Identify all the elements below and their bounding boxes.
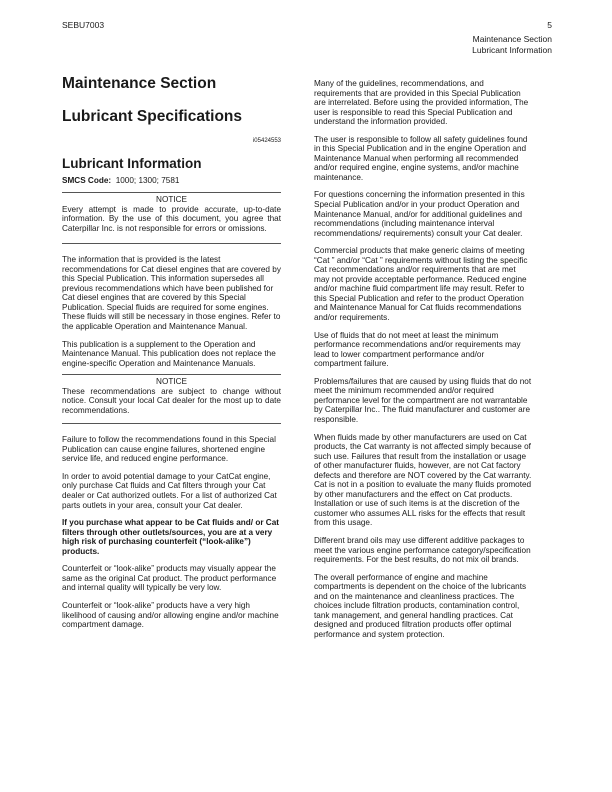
paragraph: The user is responsible to follow all safety guidelines found in this Special Publication and in the engine Operation and Maintenance Manual when performing all recommended and/or required engine, engine systems, and/or machine maintenance. <box>314 134 528 182</box>
chapter-title: Lubricant Specifications <box>62 108 243 125</box>
smcs-value: 1000; 1300; 7581 <box>115 176 180 185</box>
paragraph: Use of fluids that do not meet at least the minimum performance recommendations and/or requirements may lead to lower compartment performance and/or compartment failure. <box>314 330 521 369</box>
topic-heading: Lubricant Information <box>62 156 202 171</box>
running-header-subsection: Lubricant Information <box>472 45 552 55</box>
notice-label: NOTICE <box>156 377 187 387</box>
smcs-code <box>62 176 281 186</box>
notice-bottom-rule <box>62 243 281 244</box>
page-number: 5 <box>547 20 552 30</box>
notice-label: NOTICE <box>156 195 187 204</box>
right-column <box>314 79 533 647</box>
section-title: Maintenance Section <box>62 75 217 92</box>
warning-paragraph: If you purchase what appear to be Cat fluids and/ or Cat filters through other outlets/sources, you are at a very high risk of purchasing counterfeit (“look-alike”) products. <box>62 518 280 556</box>
paragraph: When fluids made by other manufacturers are used on Cat products, the Cat warranty is not affected simply because of such use. Failures that result from the installation or usage of other manufacturer fluids, however, are not Cat factory defects and therefore are NOT covered by the Cat warranty. Cat is not in a position to evaluate the many fluids promoted by other manufacturers and the effect on Cat products. Installation or use of such items is at the discretion of the customer who assumes ALL risks for the effects that result from this usage. <box>314 432 532 528</box>
paragraph: The information that is provided is the latest recommendations for Cat diesel engines that are covered by this Special Publication. This information supersedes all previous recommendations which have been published for Cat diesel engines that are covered by this Special Publication. Special fluids are required for some engines. These fluids will still be necessary in those engines. Refer to the applicable Operation and Maintenance Manual. <box>62 255 281 331</box>
paragraph: Many of the guidelines, recommendations, and requirements that are provided in this Special Publication are interrelated. Before using the provided information, The user is responsible to read this Special Publication and understand the information provided. <box>314 79 529 127</box>
notice-text: These recommendations are subject to change without notice. Consult your local Cat dealer for the most up to date recommendations. <box>62 386 281 415</box>
notice-text: Every attempt is made to provide accurate, up-to-date information. By the use of this document, you agree that Caterpillar Inc. is not responsible for errors or omissions. <box>62 204 281 233</box>
reference-id: i05424553 <box>252 138 281 144</box>
paragraph: Failure to follow the recommendations found in this Special Publication can cause engine failures, shortened engine service life, and reduced engine performance. <box>62 435 276 464</box>
notice-bottom-rule <box>62 423 281 424</box>
notice-top-rule <box>62 192 281 193</box>
paragraph: In order to avoid potential damage to your CatCat engine, only purchase Cat fluids and Cat filters through your Cat dealer or Cat authorized outlets. For a list of authorized Cat parts outlets in your area, consult your Cat dealer. <box>62 471 277 510</box>
paragraph: Different brand oils may use different additive packages to meet the various engine performance category/specification requirements. For the best results, do not mix oil brands. <box>314 535 531 565</box>
running-header-section: Maintenance Section <box>472 34 552 44</box>
paragraph: Problems/failures that are caused by using fluids that do not meet the minimum recommended and/or required performance level for the compartment are not warrantable by Caterpillar Inc.. The fluid manufacturer and customer are responsible. <box>314 376 532 424</box>
left-column <box>62 74 281 638</box>
paragraph: Counterfeit or “look-alike” products have a very high likelihood of causing and/or allowing engine and/or machine compartment damage. <box>62 600 279 630</box>
paragraph: For questions concerning the information presented in this Special Publication and/or in your product Operation and Maintenance Manual, and/or for additional guidelines and recommendations (including maintenance interval recommendations/ requirements) consult your Cat dealer. <box>314 190 525 238</box>
paragraph: Commercial products that make generic claims of meeting “Cat ” and/or “Cat ” requirements without listing the specific Cat recommendations and/or requirements that are met may not provide acceptable performance. Reduced engine and/or machine fluid compartment life may result. Refer to this Special Publication and refer to the product Operation and Maintenance Manual for Cat fluids recommendations and/or requirements. <box>314 246 528 323</box>
paragraph: This publication is a supplement to the Operation and Maintenance Manual. This publication does not replace the engine-specific Operation and Maintenance Manuals. <box>62 339 276 368</box>
document-id: SEBU7003 <box>62 20 105 30</box>
notice-top-rule <box>62 374 281 375</box>
smcs-label: SMCS Code: <box>62 176 112 185</box>
paragraph: Counterfeit or “look-alike” products may visually appear the same as the original Cat product. The product performance and internal quality will typically be very low. <box>62 564 277 593</box>
paragraph: The overall performance of engine and machine compartments is dependent on the choice of the lubricants and on the maintenance and cleanliness practices. The choices include filtration products, contamination control, tank management, and general handling practices. Cat designed and produced filtration products offer optimal performance and system protection. <box>314 572 527 639</box>
